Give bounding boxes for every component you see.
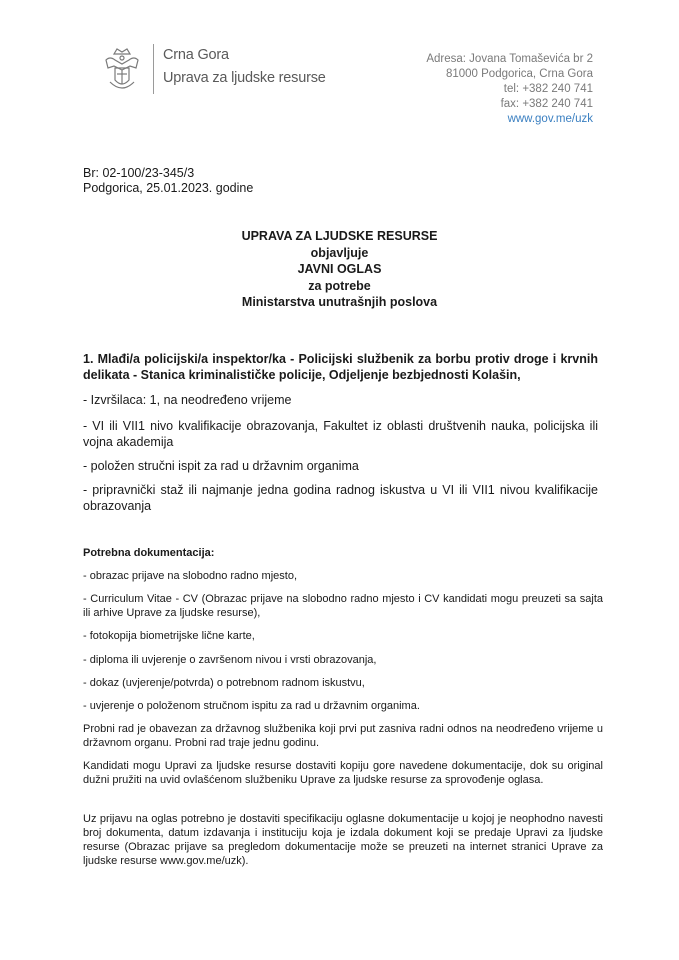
announcement-line-4: za potrebe — [308, 278, 371, 293]
requirement-item: - pripravnički staž ili najmanje jedna godina radnog iskustva u VI ili VII1 nivou kvalifikacije obrazovanja — [83, 483, 598, 513]
documentation-item: - dokaz (uvjerenje/potvrda) o potrebnom radnom iskustvu, — [83, 677, 365, 689]
announcement-line-3: JAVNI OGLAS — [297, 262, 382, 276]
documentation-item: - obrazac prijave na slobodno radno mjesto, — [83, 570, 298, 582]
organization-name — [153, 44, 326, 94]
reference-place-date: Podgorica, 25.01.2023. godine — [83, 181, 254, 195]
documentation-item: - diploma ili uvjerenje o završenom nivou i vrsti obrazovanja, — [83, 654, 377, 666]
announcement-line-1: UPRAVA ZA LJUDSKE RESURSE — [241, 229, 438, 243]
announcement-heading — [0, 228, 679, 311]
requirement-item: - VI ili VII1 nivo kvalifikacije obrazovanja, Fakultet iz oblasti društvenih nauka, policijska ili vojna akademija — [83, 419, 598, 449]
reference-number: Br: 02-100/23-345/3 — [83, 166, 195, 180]
org-line-2: Uprava za ljudske resurse — [163, 70, 326, 86]
reference-block — [83, 166, 253, 196]
documentation-item: - fotokopija biometrijske lične karte, — [83, 630, 255, 642]
address-fax: fax: +382 240 741 — [500, 98, 593, 110]
position-title: 1. Mlađi/a policijski/a inspektor/ka - Policijski službenik za borbu protiv droge i krvnih delikata - Stanica kriminalističke policije, Odjeljenje bezbjednosti Kolašin, — [83, 352, 598, 382]
address-block — [426, 52, 593, 127]
documentation-item: - uvjerenje o položenom stručnom ispitu za rad u državnim organima. — [83, 700, 420, 712]
website-link[interactable]: www.gov.me/uzk — [507, 113, 593, 125]
note-paragraph: Probni rad je obavezan za državnog službenika koji prvi put zasniva radni odnos na neodređeno vrijeme u državnom organu. Probni rad traje jednu godinu. — [83, 723, 603, 749]
announcement-line-2: objavljuje — [310, 245, 369, 260]
address-tel: tel: +382 240 741 — [503, 83, 593, 95]
announcement-line-5: Ministarstva unutrašnjih poslova — [241, 295, 438, 309]
documentation-item: - Curriculum Vitae - CV (Obrazac prijave na slobodno radno mjesto i CV kandidati mogu preuzeti sa sajta ili arhive Uprave za ljudske resurse), — [83, 593, 603, 619]
requirement-item: - položen stručni ispit za rad u državnim organima — [83, 459, 359, 473]
note-paragraph: Kandidati mogu Upravi za ljudske resurse dostaviti kopiju gore navedene dokumentacije, dok su original dužni pružiti na uvid ovlašćenom službeniku Uprave za ljudske resurse za sprovođenje oglasa. — [83, 760, 603, 786]
coat-of-arms-icon — [100, 46, 144, 94]
documentation-heading: Potrebna dokumentacija: — [83, 547, 215, 559]
address-city: 81000 Podgorica, Crna Gora — [445, 68, 593, 80]
note-paragraph: Uz prijavu na oglas potrebno je dostaviti specifikaciju oglasne dokumentacije u kojoj je neophodno navesti broj dokumenta, datum izdavanja i instituciju koja je izdala dokument koji se predaje Upravi za ljudske resurse (Obrazac prijave sa pregledom dokumentacije može se preuzeti na internet stranici Uprave za ljudske resurse www.gov.me/uzk). — [83, 813, 603, 867]
address-street: Adresa: Jovana Tomaševića br 2 — [426, 53, 593, 65]
requirement-item: - Izvršilaca: 1, na neodređeno vrijeme — [83, 393, 292, 407]
org-line-1: Crna Gora — [163, 47, 229, 63]
